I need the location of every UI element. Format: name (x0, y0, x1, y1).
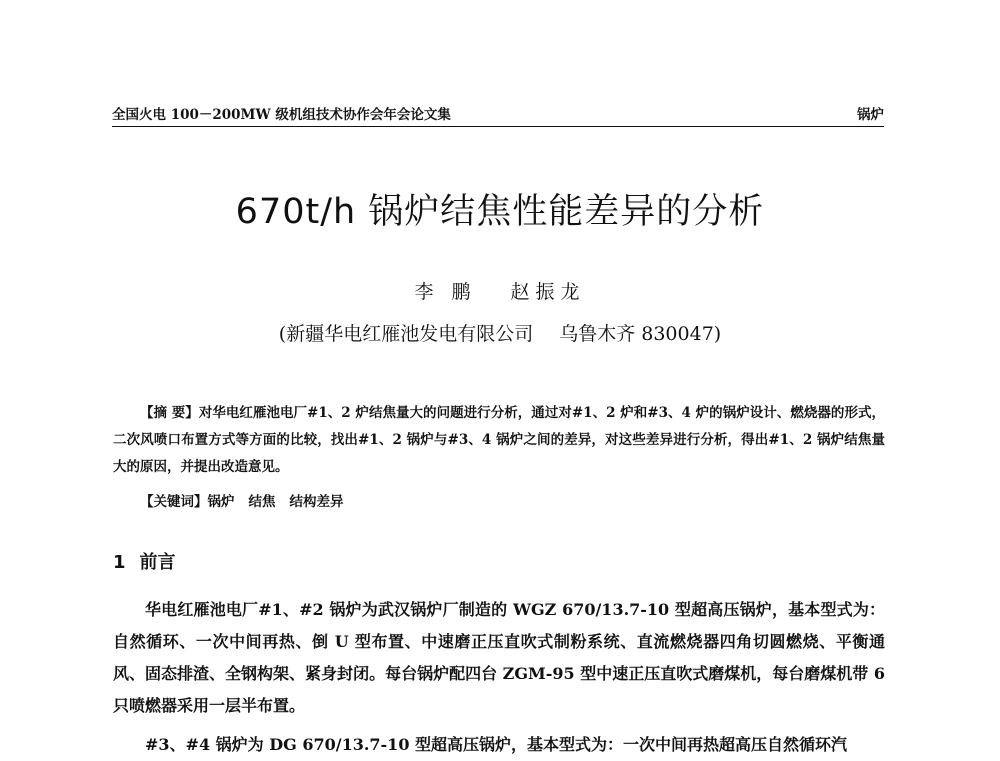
abstract (113, 400, 885, 481)
body-paragraph: 华电红雁池电厂#1、#2 锅炉为武汉锅炉厂制造的 WGZ 670/13.7-10 型超高压锅炉，基本型式为：自然循环、一次中间再热、倒 U 型布置、中速磨正压直吹式制粉系统、直流燃烧器四角切圆燃烧、平衡通风、固态排渣、全钢构架、紧身封闭。每台锅炉配四台 ZGM-95 型中速正压直吹式磨煤机，每台磨煤机带 6 只喷燃器采用一层半布置。 (113, 600, 885, 715)
author-list (0, 279, 1000, 305)
keyword: 结焦 (248, 494, 276, 510)
body-paragraph: #3、#4 锅炉为 DG 670/13.7-10 型超高压锅炉，基本型式为：一次中间再热超高压自然循环汽 (145, 735, 848, 754)
section-number: 1 (113, 552, 126, 573)
affiliation-city-zip: 乌鲁木齐 830047) (559, 323, 722, 345)
abstract-label: 【摘 要】 (140, 405, 199, 421)
author-name: 李 鹏 (414, 281, 477, 303)
keyword: 结构差异 (289, 494, 344, 510)
running-header (112, 104, 884, 127)
abstract-text: 对华电红雁池电厂#1、2 炉结焦量大的问题进行分析，通过对#1、2 炉和#3、4 炉的锅炉设计、燃烧器的形式，二次风喷口布置方式等方面的比较，找出#1、2 锅炉与#3、4 锅炉之间的差异，对这些差异进行分析，得出#1、2 锅炉结焦量大的原因，并提出改造意见。 (113, 405, 885, 475)
section-title: 前言 (139, 552, 176, 573)
paper-title: 670t/h 锅炉结焦性能差异的分析 (235, 192, 765, 232)
keywords-label: 【关键词】 (140, 494, 208, 510)
keyword: 锅炉 (207, 494, 235, 510)
affiliation-org: (新疆华电红雁池发电有限公司 (278, 323, 534, 345)
keywords (140, 489, 880, 516)
author-name: 赵振龙 (510, 281, 586, 303)
header-proceedings-title: 全国火电 100－200MW 级机组技术协作会年会论文集 (112, 107, 451, 123)
section-heading (113, 550, 176, 576)
affiliation (0, 319, 1000, 349)
header-section-name: 锅炉 (857, 107, 884, 123)
